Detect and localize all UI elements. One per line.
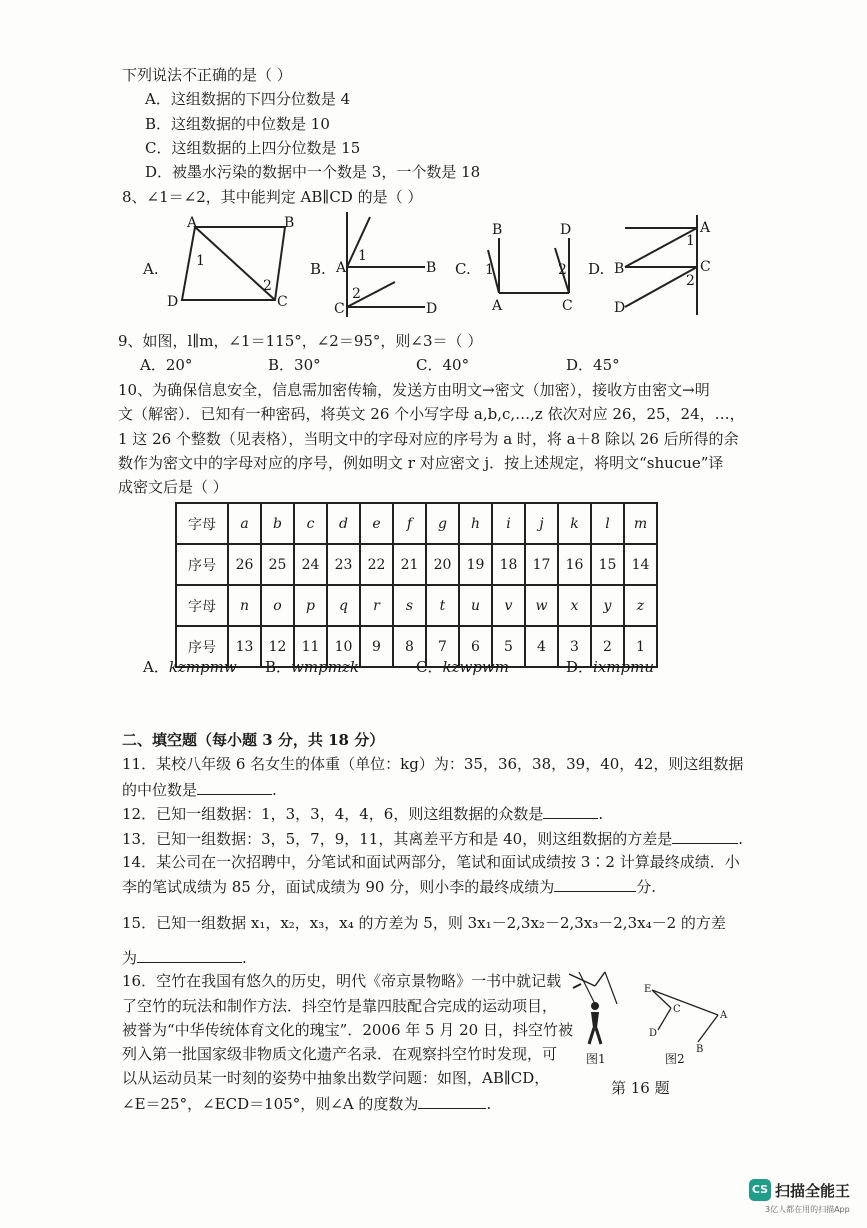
cell: g [426, 503, 459, 544]
cell: 2 [591, 626, 624, 667]
table-row [176, 503, 657, 544]
q16-figure-2 [638, 980, 728, 1059]
q10-option-b: B．wmpmzk [265, 658, 359, 676]
q9-option-d: D．45° [566, 356, 620, 374]
table-row [176, 585, 657, 626]
q16-line-1: 16．空竹在我国有悠久的历史，明代《帝京景物略》一书中就记载 [122, 972, 562, 990]
fig-c-label-1: 1 [485, 262, 494, 278]
cell: h [459, 503, 492, 544]
q7-stem: 下列说法不正确的是（ ） [122, 66, 292, 84]
cell: 13 [228, 626, 261, 667]
cell: p [294, 585, 327, 626]
fig-b-label-2: 2 [352, 286, 361, 302]
fig-c-label-C: C [562, 298, 573, 314]
fig-a-label-D: D [167, 294, 179, 310]
fig-d-label-1: 1 [686, 233, 695, 249]
row-header: 序号 [176, 626, 228, 667]
cell: x [558, 585, 591, 626]
fig-c-label-A: A [492, 298, 503, 314]
cell: 1 [624, 626, 657, 667]
fig-b-label-C: C [334, 301, 345, 317]
q16-line-4: 列入第一批国家级非物质文化遗产名录．在观察抖空竹时发现，可 [122, 1045, 558, 1063]
q8-option-a-letter: A. [143, 260, 159, 278]
cell: r [360, 585, 393, 626]
cell: k [558, 503, 591, 544]
q16-line-5: 以从运动员某一时刻的姿势中抽象出数学问题：如图，AB∥CD， [122, 1069, 550, 1087]
q8-figure-b [330, 212, 450, 321]
cell: 10 [327, 626, 360, 667]
q13-text: 13．已知一组数据：3，5，7，9，11，其离差平方和是 40，则这组数据的方差是 . [122, 830, 743, 848]
q9-stem: 9、如图，l∥m，∠1＝115°，∠2＝95°，则∠3＝（ ） [118, 332, 483, 350]
fig-d-label-B: B [614, 261, 625, 277]
answer-blank [543, 804, 598, 819]
cell: n [228, 585, 261, 626]
answer-blank [137, 948, 242, 963]
q10-line-4: 数作为密文中的字母对应的序号，例如明文 r 对应密文 j．按上述规定，将明文“shucue”译 [118, 454, 724, 472]
fig-b-label-1: 1 [358, 248, 367, 264]
cell: 19 [459, 544, 492, 585]
cell: 7 [426, 626, 459, 667]
fig2-label-A: A [720, 1010, 728, 1021]
cell: 17 [525, 544, 558, 585]
cell: o [261, 585, 294, 626]
q16-caption: 第 16 题 [611, 1079, 670, 1097]
q7-option-d: D．被墨水污染的数据中一个数是 3，一个数是 18 [145, 163, 481, 181]
q8-figure-d [610, 215, 720, 319]
cell: 9 [360, 626, 393, 667]
cipher-table [175, 502, 658, 668]
fig-d-label-A: A [700, 220, 711, 236]
fig-a-label-A: A [187, 215, 198, 231]
q16-figure-1 [565, 968, 625, 1052]
q15-line-1: 15．已知一组数据 x₁，x₂，x₃，x₄ 的方差为 5，则 3x₁－2,3x₂－2,3x₃－2,3x₄－2 的方差 [122, 914, 726, 932]
answer-blank [418, 1094, 486, 1109]
q10-line-2: 文（解密）．已知有一种密码，将英文 26 个小写字母 a,b,c,…,z 依次对应 26，25，24，…， [118, 405, 745, 423]
scanner-slogan: 3亿人都在用的扫描App [765, 1205, 850, 1214]
q8-option-c-letter: C. [455, 260, 471, 278]
q11-line-1: 11．某校八年级 6 名女生的体重（单位：kg）为：35，36，38，39，40，42，则这组数据 [122, 755, 744, 773]
q16-line-3: 被誉为“中华传统体育文化的瑰宝”．2006 年 5 月 20 日，抖空竹被 [122, 1021, 573, 1039]
fig-a-label-B: B [284, 215, 295, 231]
cell: j [525, 503, 558, 544]
q12-text: 12．已知一组数据：1，3，3，4，4，6，则这组数据的众数是 . [122, 805, 604, 823]
fig-d-label-C: C [700, 259, 711, 275]
answer-blank [197, 780, 272, 795]
q14-line-1: 14．某公司在一次招聘中，分笔试和面试两部分，笔试和面试成绩按 3∶2 计算最终成绩．小 [122, 853, 740, 871]
fig-c-label-2: 2 [558, 262, 567, 278]
cell: s [393, 585, 426, 626]
row-header: 字母 [176, 585, 228, 626]
cell: t [426, 585, 459, 626]
cell: 4 [525, 626, 558, 667]
cell: b [261, 503, 294, 544]
cell: e [360, 503, 393, 544]
cell: w [525, 585, 558, 626]
cell: 6 [459, 626, 492, 667]
cell: 24 [294, 544, 327, 585]
q8-figure-a [160, 215, 300, 319]
cell: 8 [393, 626, 426, 667]
cell: 5 [492, 626, 525, 667]
q10-line-1: 10、为确保信息安全，信息需加密传输，发送方由明文→密文（加密），接收方由密文→明 [118, 381, 710, 399]
fig-d-label-D: D [614, 300, 626, 316]
q7-option-a: A．这组数据的下四分位数是 4 [145, 90, 351, 108]
cell: 23 [327, 544, 360, 585]
cell: 14 [624, 544, 657, 585]
fig-a-label-2: 2 [263, 278, 272, 294]
q16-fig1-caption: 图1 [586, 1052, 606, 1066]
cell: 25 [261, 544, 294, 585]
q10-option-c: C．kzwpwm [416, 658, 509, 676]
q16-line-6: ∠E＝25°，∠ECD＝105°，则∠A 的度数为 . [122, 1095, 492, 1113]
cell: l [591, 503, 624, 544]
cell: f [393, 503, 426, 544]
q16-fig2-caption: 图2 [665, 1052, 685, 1066]
fig-b-label-D: D [426, 301, 438, 317]
row-header: 序号 [176, 544, 228, 585]
cell: 3 [558, 626, 591, 667]
q15-line-2: 为 . [122, 949, 247, 967]
cell: y [591, 585, 624, 626]
section-heading: 二、填空题（每小题 3 分，共 18 分） [122, 731, 385, 749]
fig2-label-B: B [696, 1044, 704, 1055]
row-header: 字母 [176, 503, 228, 544]
fig-b-label-B: B [426, 260, 437, 276]
cell: 12 [261, 626, 294, 667]
q8-stem: 8、∠1＝∠2，其中能判定 AB∥CD 的是（ ） [122, 188, 423, 206]
q8-option-d-letter: D. [588, 260, 605, 278]
cell: 11 [294, 626, 327, 667]
answer-blank [672, 829, 738, 844]
q10-option-d: D．ixmpmu [566, 658, 654, 676]
answer-blank [554, 877, 636, 892]
q8-option-b-letter: B. [310, 260, 326, 278]
q7-option-b: B．这组数据的中位数是 10 [145, 115, 330, 133]
cell: 21 [393, 544, 426, 585]
fig2-label-D: D [649, 1028, 658, 1039]
q14-line-2: 李的笔试成绩为 85 分，面试成绩为 90 分，则小李的最终成绩为 分. [122, 878, 657, 896]
q16-line-2: 了空竹的玩法和制作方法．抖空竹是靠四肢配合完成的运动项目， [122, 997, 558, 1015]
q8-figure-c [480, 218, 590, 322]
cell: m [624, 503, 657, 544]
fig-b-label-A: A [336, 260, 347, 276]
fig2-label-C: C [673, 1004, 681, 1015]
scanner-logo-icon: CS [749, 1179, 771, 1201]
fig-a-label-1: 1 [196, 253, 205, 269]
cell: v [492, 585, 525, 626]
q10-line-3: 1 这 26 个整数（见表格），当明文中的字母对应的序号为 a 时，将 a＋8 除以 26 后所得的余 [118, 430, 739, 448]
fig-d-label-2: 2 [686, 273, 695, 289]
q9-option-b: B．30° [268, 356, 321, 374]
cell: 22 [360, 544, 393, 585]
cell: 18 [492, 544, 525, 585]
fig-c-label-B: B [492, 222, 503, 238]
cell: d [327, 503, 360, 544]
q7-option-c: C．这组数据的上四分位数是 15 [145, 139, 361, 157]
cell: i [492, 503, 525, 544]
cell: 20 [426, 544, 459, 585]
scanner-app-name: 扫描全能王 [775, 1182, 851, 1200]
table-row [176, 544, 657, 585]
fig2-label-E: E [644, 984, 652, 995]
cell: 16 [558, 544, 591, 585]
fig-c-label-D: D [560, 222, 572, 238]
q9-option-c: C．40° [416, 356, 470, 374]
cell: 15 [591, 544, 624, 585]
cell: c [294, 503, 327, 544]
cell: u [459, 585, 492, 626]
cell: a [228, 503, 261, 544]
cell: 26 [228, 544, 261, 585]
fig-a-label-C: C [277, 294, 288, 310]
q11-line-2: 的中位数是 . [122, 781, 277, 799]
cell: q [327, 585, 360, 626]
q10-line-5: 成密文后是（ ） [118, 478, 228, 496]
cell: z [624, 585, 657, 626]
q9-option-a: A．20° [140, 356, 193, 374]
q10-option-a: A．kzmpmw [143, 658, 237, 676]
